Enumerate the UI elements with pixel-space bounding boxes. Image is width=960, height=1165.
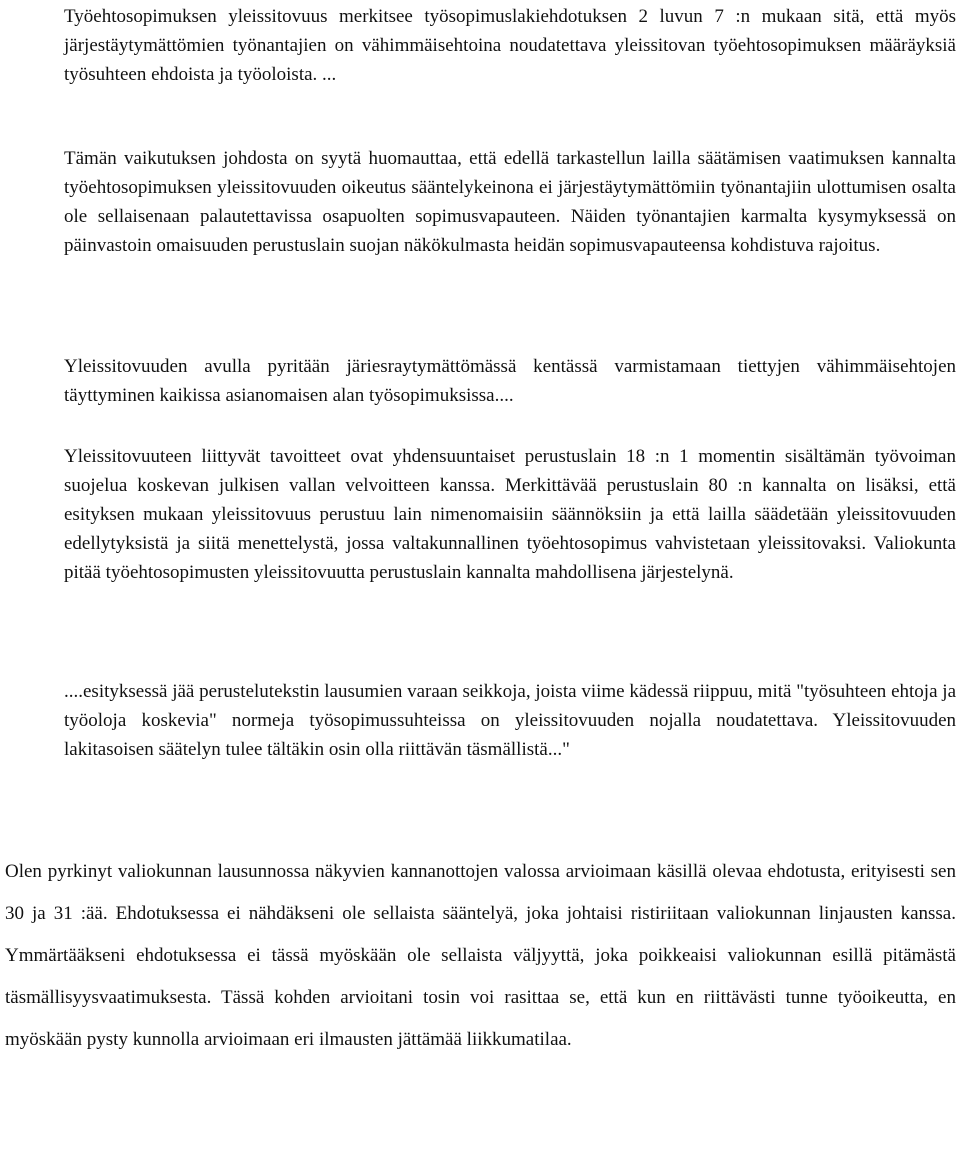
- quoted-paragraph-2: Tämän vaikutuksen johdosta on syytä huomauttaa, että edellä tarkastellun lailla säätämisen vaatimuksen kannalta työehtosopimuksen yleissitovuuden oikeutus sääntelykeinona ei järjestäytymättömiin työnantajiin ulottumisen osalta ole sellaisenaan palautettavissa osapuolten sopimusvapauteen. Näiden työnantajien karmalta kysymyksessä on päinvastoin omaisuuden perustuslain suojan näkökulmasta heidän sopimusvapauteensa kohdistuva rajoitus.: [64, 148, 956, 256]
- quoted-paragraph-5: ....esityksessä jää perustelutekstin lausumien varaan seikkoja, joista viime kädessä riippuu, mitä "työsuhteen ehtoja ja työoloja koskevia" normeja työsopimussuhteissa on yleissitovuuden nojalla noudatettava. Yleissitovuuden lakitasoisen säätelyn tulee tältäkin osin olla riittävän täsmällistä...": [64, 681, 956, 760]
- quoted-paragraph-1: Työehtosopimuksen yleissitovuus merkitsee työsopimuslakiehdotuksen 2 luvun 7 :n mukaan sitä, että myös järjestäytymättömien työnantajien on vähimmäisehtoina noudatettava yleissitovan työehtosopimuksen määräyksiä työsuhteen ehdoista ja työoloista. ...: [64, 6, 956, 85]
- quoted-paragraph-4: Yleissitovuuteen liittyvät tavoitteet ovat yhdensuuntaiset perustuslain 18 :n 1 momentin sisältämän työvoiman suojelua koskevan julkisen vallan velvoitteen kanssa. Merkittävää perustuslain 80 :n kannalta on lisäksi, että esityksen mukaan yleissitovuus perustuu lain nimenomaisiin säännöksiin ja että lailla säädetään yleissitovuuden edellytyksistä ja siitä menettelystä, jossa valtakunnallinen työehtosopimus vahvistetaan yleissitovaksi. Valiokunta pitää työehtosopimusten yleissitovuutta perustuslain kannalta mahdollisena järjestelynä.: [64, 446, 956, 583]
- body-paragraph: Olen pyrkinyt valiokunnan lausunnossa näkyvien kannanottojen valossa arvioimaan käsillä olevaa ehdotusta, erityisesti sen 30 ja 31 :ää. Ehdotuksessa ei nähdäkseni ole sellaista sääntelyä, joka johtaisi ristiriitaan valiokunnan linjausten kanssa. Ymmärtääkseni ehdotuksessa ei tässä myöskään ole sellaista väljyyttä, joka poikkeaisi valiokunnan esillä pitämästä täsmällisyysvaatimuksesta. Tässä kohden arvioitani tosin voi rasittaa se, että kun en riittävästi tunne työoikeutta, en myöskään pysty kunnolla arvioimaan eri ilmausten jättämää liikkumatilaa.: [5, 861, 956, 1050]
- quoted-paragraph-3: Yleissitovuuden avulla pyritään järiesraytymättömässä kentässä varmistamaan tiettyjen vähimmäisehtojen täyttyminen kaikissa asianomaisen alan työsopimuksissa....: [64, 356, 956, 406]
